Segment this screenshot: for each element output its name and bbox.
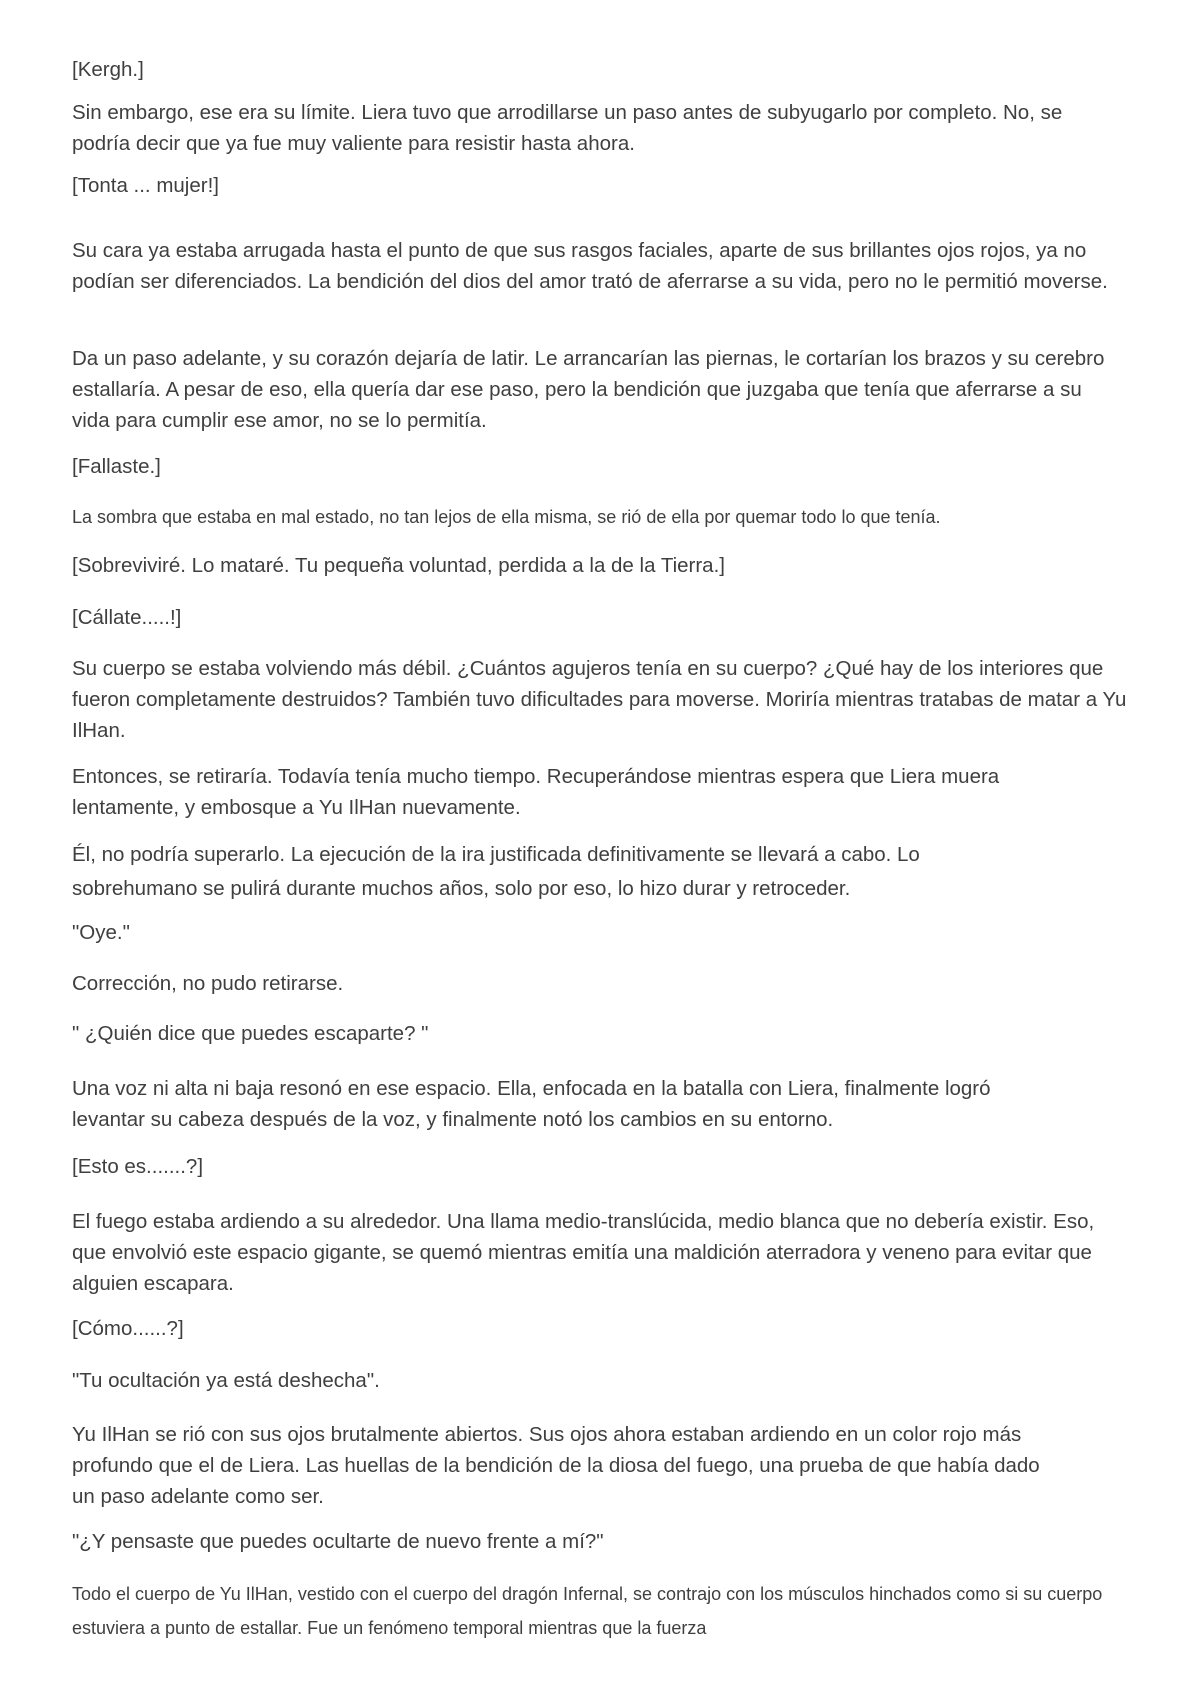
- paragraph-voice: Una voz ni alta ni baja resonó en ese espacio. Ella, enfocada en la batalla con Liera, finalmente logró levantar su cabeza después de la voz, y finalmente notó los cambios en su entorno.: [72, 1077, 991, 1131]
- paragraph-callate: [Cállate.....!]: [72, 606, 182, 629]
- paragraph-sobrevivire: [Sobreviviré. Lo mataré. Tu pequeña voluntad, perdida a la de la Tierra.]: [72, 554, 725, 577]
- paragraph-pensaste: "¿Y pensaste que puedes ocultarte de nuevo frente a mí?": [72, 1530, 604, 1553]
- paragraph-esto: [Esto es.......?]: [72, 1155, 204, 1178]
- paragraph-surpass: Él, no podría superarlo. La ejecución de la ira justificada definitivamente se llevará a cabo. Lo sobrehumano se pulirá durante muchos años, solo por eso, lo hizo durar y retroceder.: [72, 843, 920, 900]
- paragraph-weaker: Su cuerpo se estaba volviendo más débil. ¿Cuántos agujeros tenía en su cuerpo? ¿Qué hay de los interiores que fueron completamente destruidos? También tuvo dificultades para moverse. Moriría mientras tratabas de matar a Yu IlHan.: [72, 657, 1127, 742]
- paragraph-face: Su cara ya estaba arrugada hasta el punto de que sus rasgos faciales, aparte de sus brillantes ojos rojos, ya no podían ser diferenciados. La bendición del dios del amor trató de aferrarse a su vida, pero no le permitió moverse.: [72, 239, 1108, 293]
- paragraph-shadow: La sombra que estaba en mal estado, no tan lejos de ella misma, se rió de ella por quemar todo lo que tenía.: [72, 507, 941, 527]
- paragraph-ocultacion: "Tu ocultación ya está deshecha".: [72, 1369, 380, 1392]
- paragraph-quien: " ¿Quién dice que puedes escaparte? ": [72, 1022, 429, 1045]
- paragraph-como: [Cómo......?]: [72, 1317, 184, 1340]
- paragraph-step: Da un paso adelante, y su corazón dejaría de latir. Le arrancarían las piernas, le cortarían los brazos y su cerebro estallaría. A pesar de eso, ella quería dar ese paso, pero la bendición que juzgaba que tenía que aferrarse a su vida para cumplir ese amor, no se lo permitía.: [72, 347, 1105, 432]
- paragraph-body: Todo el cuerpo de Yu IlHan, vestido con el cuerpo del dragón Infernal, se contrajo con los músculos hinchados como si su cuerpo estuviera a punto de estallar. Fue un fenómeno temporal mientras que la fuerza: [72, 1584, 1103, 1638]
- paragraph-oye: "Oye.": [72, 921, 130, 944]
- paragraph-limit: Sin embargo, ese era su límite. Liera tuvo que arrodillarse un paso antes de subyugarlo por completo. No, se podría decir que ya fue muy valiente para resistir hasta ahora.: [72, 101, 1063, 155]
- paragraph-correccion: Corrección, no pudo retirarse.: [72, 972, 344, 995]
- paragraph-tonta: [Tonta ... mujer!]: [72, 174, 219, 197]
- paragraph-fire: El fuego estaba ardiendo a su alrededor. Una llama medio-translúcida, medio blanca que no debería existir. Eso, que envolvió este espacio gigante, se quemó mientras emitía una maldición aterradora y veneno para evitar que alguien escapara.: [72, 1210, 1095, 1295]
- paragraph-kergh: [Kergh.]: [72, 58, 144, 81]
- paragraph-yu-laughed: Yu IlHan se rió con sus ojos brutalmente abiertos. Sus ojos ahora estaban ardiendo en un color rojo más profundo que el de Liera. Las huellas de la bendición de la diosa del fuego, una prueba de que había dado un paso adelante como ser.: [72, 1423, 1040, 1508]
- paragraph-retreat: Entonces, se retiraría. Todavía tenía mucho tiempo. Recuperándose mientras espera que Liera muera lentamente, y embosque a Yu IlHan nuevamente.: [72, 765, 1000, 819]
- paragraph-fallaste: [Fallaste.]: [72, 455, 161, 478]
